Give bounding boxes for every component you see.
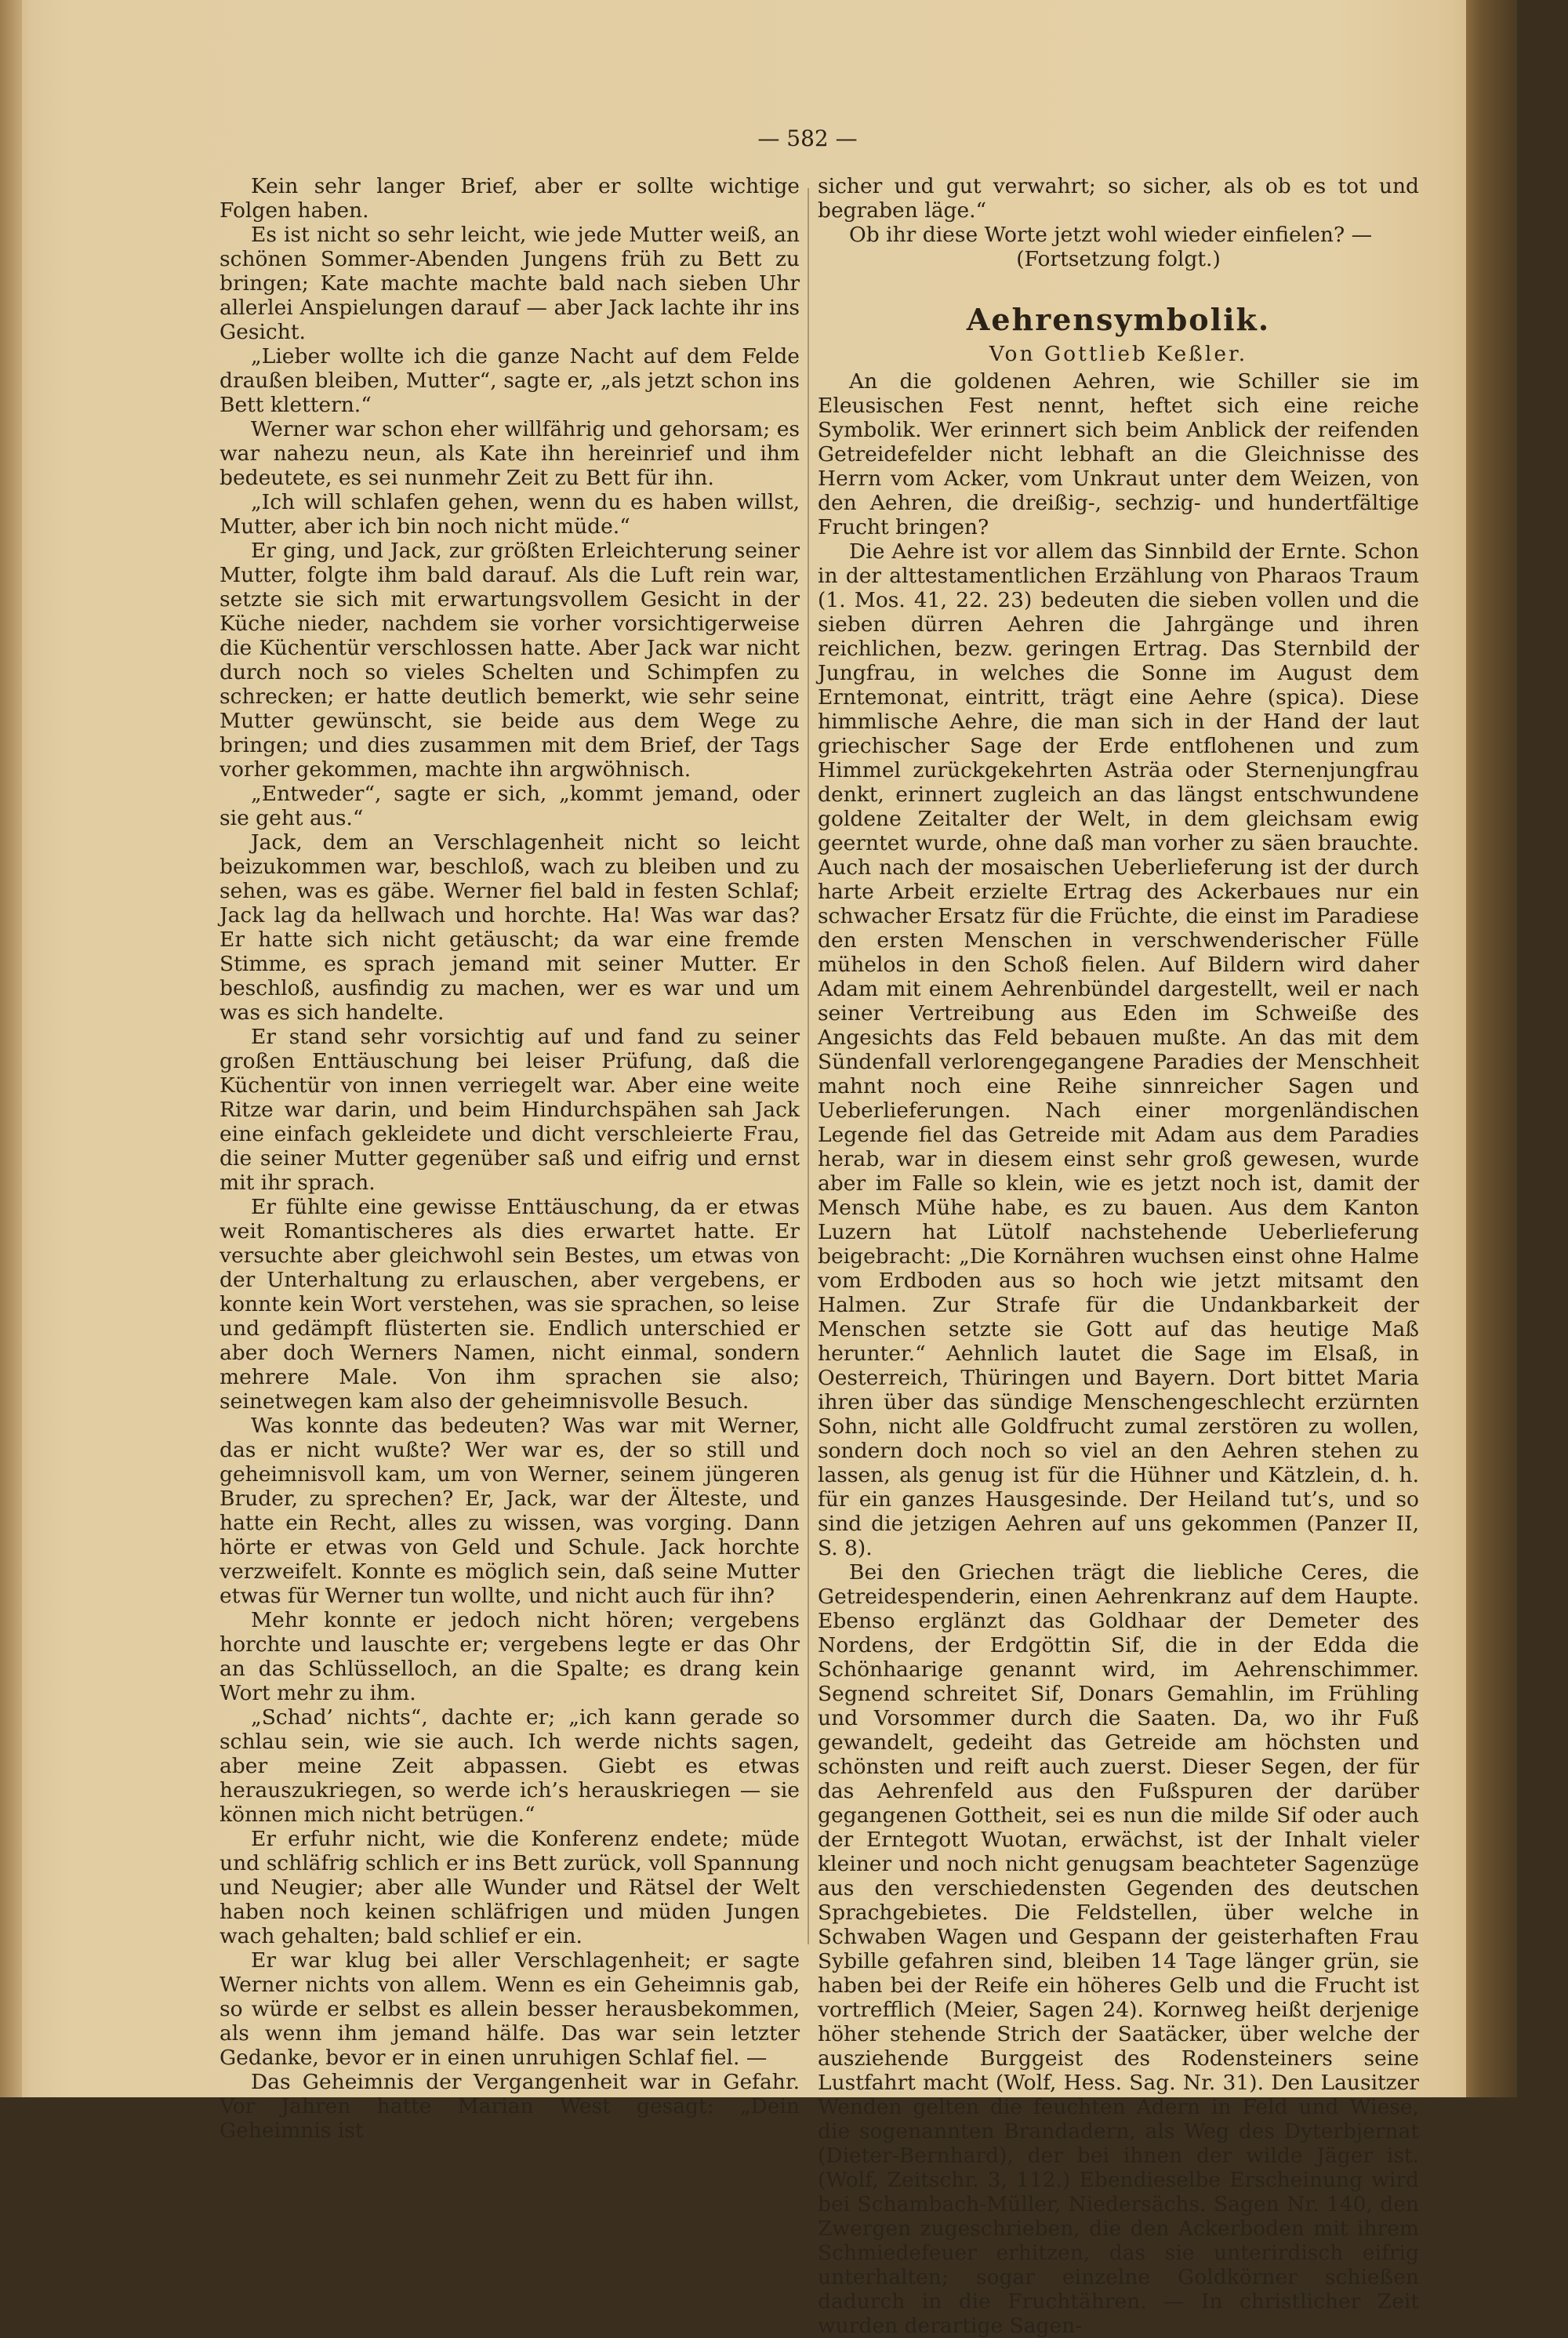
page-number: — 582 — [757, 125, 858, 151]
column-divider [808, 188, 809, 1944]
paragraph: Was konnte das bedeuten? Was war mit Werner, das er nicht wußte? Wer war es, der so still und geheimnisvoll kam, um von Werner, seinem jüngeren Bruder, zu sprechen? Er, Jack, war der Älteste, und hatte ein Recht, alles zu wissen, was vorging. Dann hörte er etwas von Geld und Schule. Jack horchte verzweifelt. Konnte es möglich sein, daß seine Mutter etwas für Werner tun wollte, und nicht auch für ihn? [220, 1414, 800, 1608]
article-title: Aehrensymbolik. [966, 302, 1271, 337]
page-edge-right [1466, 0, 1517, 2097]
continuation-note: (Fortsetzung folgt.) [1016, 247, 1221, 271]
paragraph: Werner war schon eher willfährig und gehorsam; es war nahezu neun, als Kate ihn hereinrief und ihm bedeutete, es sei nunmehr Zeit zu Bett für ihn. [220, 417, 800, 490]
left-column [220, 174, 800, 2143]
paragraph: An die goldenen Aehren, wie Schiller sie im Eleusischen Fest nennt, heftet sich eine reiche Symbolik. Wer erinnert sich beim Anblick der reifenden Getreidefelder nicht lebhaft an die Gleichnisse des Herrn vom Acker, vom Unkraut unter dem Weizen, von den Aehren, die dreißig-, sechzig- und hundertfältige Frucht bringen? [818, 369, 1419, 539]
paragraph: sicher und gut verwahrt; so sicher, als ob es tot und begraben läge.“ [818, 174, 1419, 223]
right-column [818, 174, 1419, 2338]
page-gutter-left [0, 0, 22, 2097]
paragraph: Mehr konnte er jedoch nicht hören; vergebens horchte und lauschte er; vergebens legte er das Ohr an das Schlüsselloch, an die Spalte; es drang kein Wort mehr zu ihm. [220, 1608, 800, 1705]
paragraph: Kein sehr langer Brief, aber er sollte wichtige Folgen haben. [220, 174, 800, 223]
paragraph: „Schad’ nichts“, dachte er; „ich kann gerade so schlau sein, wie sie auch. Ich werde nichts sagen, aber meine Zeit abpassen. Giebt es etwas herauszukriegen, so werde ich’s herauskriegen — sie können mich nicht betrügen.“ [220, 1705, 800, 1827]
story-continuation [818, 174, 1419, 247]
paragraph: Er war klug bei aller Verschlagenheit; er sagte Werner nichts von allem. Wenn es ein Geheimnis gab, so würde er selbst es allein besser herausbekommen, als wenn ihm jemand hälfe. Das war sein letzter Gedanke, bevor er in einen unruhigen Schlaf fiel. — [220, 1948, 800, 2070]
paragraph: Das Geheimnis der Vergangenheit war in Gefahr. Vor Jahren hatte Marian West gesagt: „Dein Geheimnis ist [220, 2070, 800, 2143]
paragraph: Bei den Griechen trägt die liebliche Ceres, die Getreidespenderin, einen Aehrenkranz auf dem Haupte. Ebenso erglänzt das Goldhaar der Demeter des Nordens, der Erdgöttin Sif, die in der Edda die Schönhaarige genannt wird, im Aehrenschimmer. Segnend schreitet Sif, Donars Gemahlin, im Frühling und Vorsommer durch die Saaten. Da, wo ihr Fuß gewandelt, gedeiht das Getreide am höchsten und schönsten und reift auch zuerst. Dieser Segen, der für das Aehrenfeld aus den Fußspuren der darüber gegangenen Gottheit, sei es nun die milde Sif oder auch der Erntegott Wuotan, erwächst, ist der Inhalt vieler kleiner und noch nicht genugsam beachteter Sagenzüge aus den verschiedensten Gegenden des deutschen Sprachgebietes. Die Feldstellen, über welche in Schwaben Wagen und Gespann der geisterhaften Frau Sybille gefahren sind, bleiben 14 Tage länger grün, sie haben bei der Reife ein höheres Gelb und die Frucht ist vortrefflich (Meier, Sagen 24). Kornweg heißt derjenige höher stehende Strich der Saatäcker, über welche der ausziehende Burggeist des Rodensteiners seine Lustfahrt macht (Wolf, Hess. Sag. Nr. 31). Den Lausitzer Wenden gelten die feuchten Adern in Feld und Wiese, die sogenannten Brandadern, als Weg des Dyterbjernat (Dieter-Bernhard), der bei ihnen der wilde Jäger ist. (Wolf, Zeitschr. 3, 112.) Ebendieselbe Erscheinung wird bei Schambach-Müller, Niedersächs. Sagen Nr. 140, den Zwergen zugeschrieben, die den Ackerboden mit ihrem Schmiedefeuer erhitzen, das sie unterirdisch eifrig unterhalten; sogar einzelne Goldkörner schießen dadurch in die Fruchtähren. — In christlicher Zeit wurden derartige Sagen- [818, 1560, 1419, 2338]
paragraph: „Lieber wollte ich die ganze Nacht auf dem Felde draußen bleiben, Mutter“, sagte er, „als jetzt schon ins Bett klettern.“ [220, 344, 800, 417]
article-byline: Von Gottlieb Keßler. [989, 342, 1248, 366]
paragraph: Ob ihr diese Worte jetzt wohl wieder einfielen? — [849, 223, 1373, 247]
paragraph: Es ist nicht so sehr leicht, wie jede Mutter weiß, an schönen Sommer-Abenden Jungens früh zu Bett zu bringen; Kate machte machte bald nach sieben Uhr allerlei Anspielungen darauf — aber Jack lachte ihr ins Gesicht. [220, 223, 800, 344]
paragraph: Er ging, und Jack, zur größten Erleichterung seiner Mutter, folgte ihm bald darauf. Als die Luft rein war, setzte sie sich mit erwartungsvollem Gesicht in der Küche nieder, nachdem sie vorher vorsichtigerweise die Küchentür verschlossen hatte. Aber Jack war nicht durch noch so vieles Schelten und Schimpfen zu schrecken; er hatte deutlich bemerkt, wie sehr seine Mutter gewünscht, sie beide aus dem Wege zu bringen; und dies zusammen mit dem Brief, der Tags vorher gekommen, machte ihn argwöhnisch. [220, 539, 800, 782]
paragraph: Die Aehre ist vor allem das Sinnbild der Ernte. Schon in der alttestamentlichen Erzählung von Pharaos Traum (1. Mos. 41, 22. 23) bedeuten die sieben vollen und die sieben dürren Aehren die Jahrgänge und ihren reichlichen, bezw. geringen Ertrag. Das Sternbild der Jungfrau, in welches die Sonne im August dem Erntemonat, eintritt, trägt eine Aehre (spica). Diese himmlische Aehre, die man sich in der Hand der laut griechischer Sage der Erde entflohenen und zum Himmel zurückgekehrten Asträa oder Sternenjungfrau denkt, erinnert zugleich an das längst entschwundene goldene Zeitalter der Welt, in dem gleichsam ewig geerntet wurde, ohne daß man vorher zu säen brauchte. Auch nach der mosaischen Ueberlieferung ist der durch harte Arbeit erzielte Ertrag des Ackerbaues nur ein schwacher Ersatz für die Früchte, die einst im Paradiese den ersten Menschen in verschwenderischer Fülle mühelos in den Schoß fielen. Auf Bildern wird daher Adam mit einem Aehrenbündel dargestellt, weil er nach seiner Vertreibung aus Eden im Schweiße des Angesichts das Feld bebauen mußte. An das mit dem Sündenfall verlorengegangene Paradies der Menschheit mahnt noch eine Reihe sinnreicher Sagen und Ueberlieferungen. Nach einer morgenländischen Legende fiel das Getreide mit Adam aus dem Paradies herab, war in diesem einst sehr groß gewesen, wurde aber im Falle so klein, wie es jetzt noch ist, damit der Mensch Mühe habe, es zu bauen. Aus dem Kanton Luzern hat Lütolf nachstehende Ueberlieferung beigebracht: „Die Kornähren wuchsen einst ohne Halme vom Erdboden aus so hoch wie jetzt mitsamt den Halmen. Zur Strafe für die Undankbarkeit der Menschen setzte sie Gott auf das heutige Maß herunter.“ Aehnlich lautet die Sage im Elsaß, in Oesterreich, Thüringen und Bayern. Dort bittet Maria ihren über das sündige Menschengeschlecht erzürnten Sohn, nicht alle Goldfrucht zumal zerstören zu wollen, sondern doch noch so viel an den Aehren stehen zu lassen, als genug ist für die Hühner und Kätzlein, d. h. für ein ganzes Hausgesinde. Der Heiland tut’s, und so sind die jetzigen Aehren auf uns gekommen (Panzer II, S. 8). [818, 539, 1419, 1560]
paragraph: Er erfuhr nicht, wie die Konferenz endete; müde und schläfrig schlich er ins Bett zurück, voll Spannung und Neugier; aber alle Wunder und Rätsel der Welt haben noch keinen schläfrigen und müden Jungen wach gehalten; bald schlief er ein. [220, 1827, 800, 1948]
paragraph: „Ich will schlafen gehen, wenn du es haben willst, Mutter, aber ich bin noch nicht müde.“ [220, 490, 800, 539]
paragraph: Jack, dem an Verschlagenheit nicht so leicht beizukommen war, beschloß, wach zu bleiben und zu sehen, was es gäbe. Werner fiel bald in festen Schlaf; Jack lag da hellwach und horchte. Ha! Was war das? Er hatte sich nicht getäuscht; da war eine fremde Stimme, es sprach jemand mit seiner Mutter. Er beschloß, ausfindig zu machen, wer es war und um was es sich handelte. [220, 830, 800, 1025]
paragraph: Er stand sehr vorsichtig auf und fand zu seiner großen Enttäuschung bei leiser Prüfung, daß die Küchentür von innen verriegelt war. Aber eine weite Ritze war darin, und beim Hindurchspähen sah Jack eine einfach gekleidete und dicht verschleierte Frau, die seiner Mutter gegenüber saß und eifrig und ernst mit ihr sprach. [220, 1025, 800, 1195]
paragraph: „Entweder“, sagte er sich, „kommt jemand, oder sie geht aus.“ [220, 782, 800, 830]
paragraph: Er fühlte eine gewisse Enttäuschung, da er etwas weit Romantischeres als dies erwartet hatte. Er versuchte aber gleichwohl sein Bestes, um etwas von der Unterhaltung zu erlauschen, aber vergebens, er konnte kein Wort verstehen, was sie sprachen, so leise und gedämpft flüsterten sie. Endlich unterschied er aber doch Werners Namen, nicht einmal, sondern mehrere Male. Von ihm sprachen sie also; seinetwegen kam also der geheimnisvolle Besuch. [220, 1195, 800, 1414]
article-body [818, 369, 1419, 2338]
